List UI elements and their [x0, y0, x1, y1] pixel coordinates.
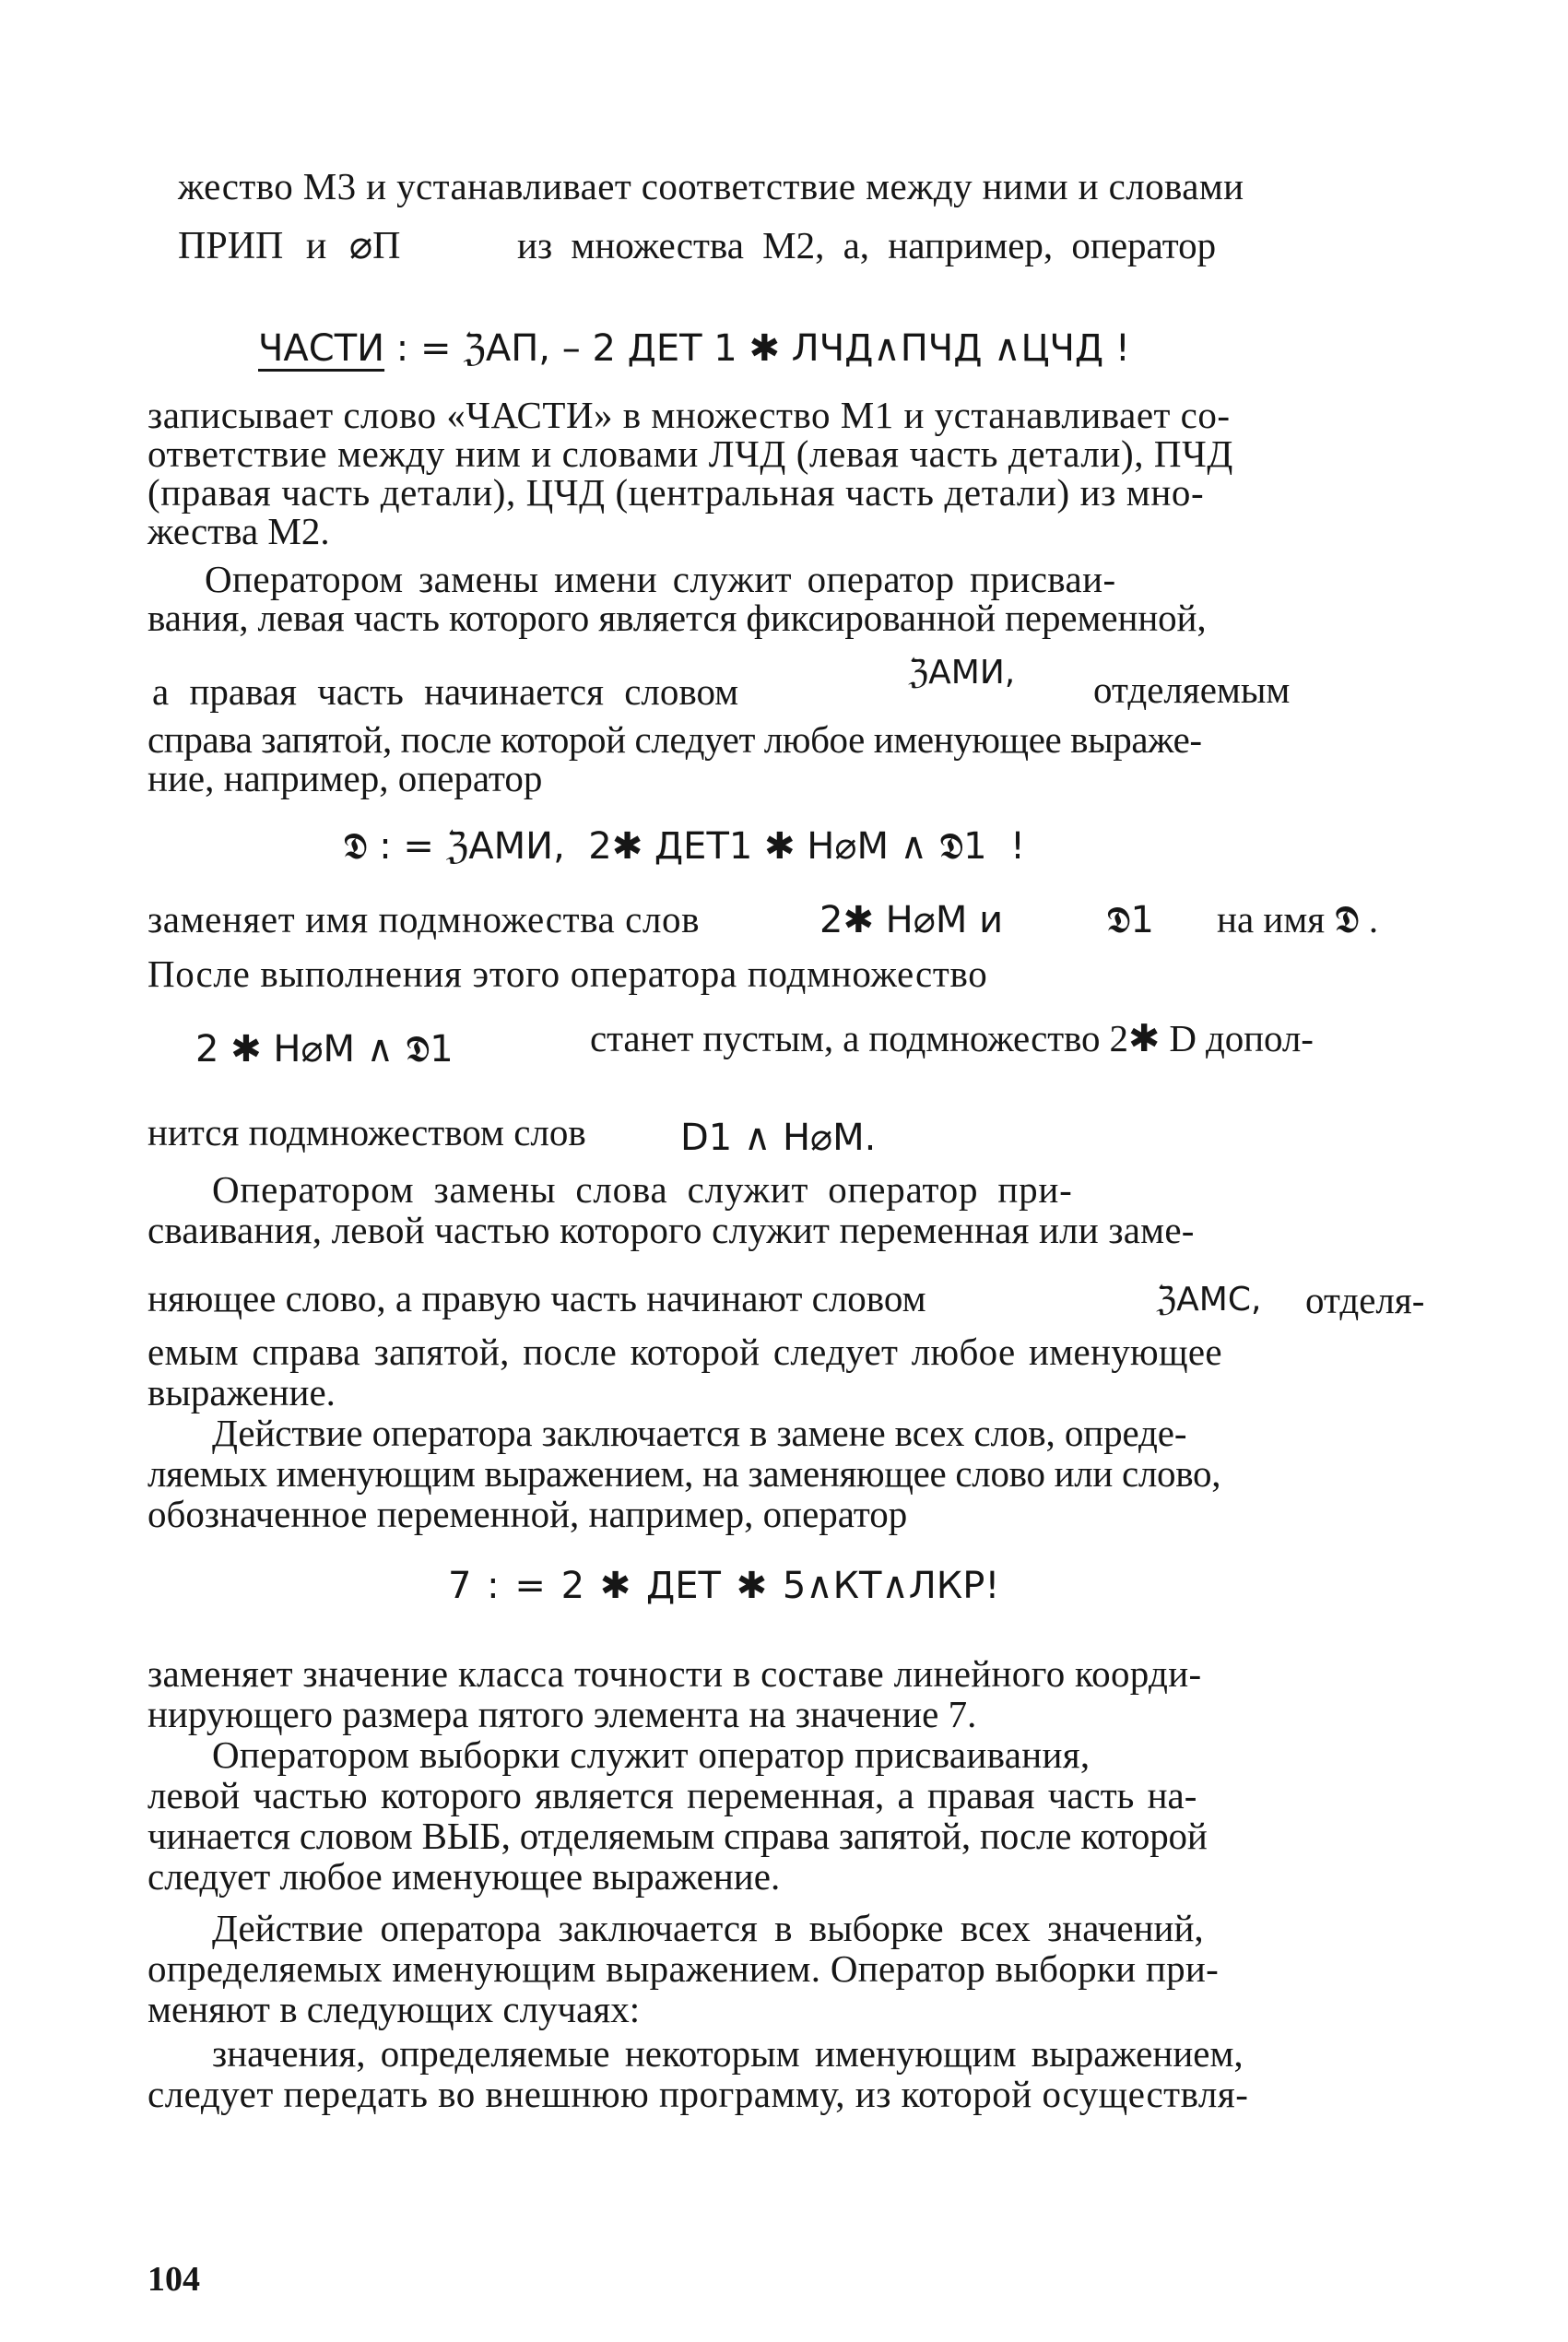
text-line: ляемых именующим выражением, на заменяющее слово или слово, [147, 1452, 1221, 1495]
text-line: обозначенное переменной, например, оператор [147, 1493, 908, 1535]
text-line: емым справа запятой, после которой следует любое именующее [147, 1331, 1222, 1373]
text-line: (правая часть детали), ЦЧД (центральная часть детали) из мно- [147, 471, 1205, 514]
text-line: выражение. [147, 1371, 336, 1413]
text-line: чинается словом ВЫБ, отделяемым справа запятой, после которой [147, 1815, 1208, 1857]
formula-fragment: D1 ∧ Н⌀М. [680, 1117, 877, 1159]
formula-word: ℨАМС, [1156, 1281, 1262, 1319]
formula-fragment: 2 ✱ Н⌀М ∧ 𝕯1 [195, 1028, 454, 1070]
text-line: ПРИП и ⌀П [178, 225, 401, 267]
text-line: Действие оператора заключается в замене всех слов, опреде- [212, 1412, 1187, 1454]
text-line: записывает слово «ЧАСТИ» в множество М1 и устанавливает со- [147, 394, 1231, 436]
text-line: Оператором замены имени служит оператор присваи- [205, 558, 1116, 600]
text-line: а правая часть начинается словом [152, 670, 739, 713]
formula: 𝕯 : = ℨАМИ, 2✱ ДЕТ1 ✱ Н⌀М ∧ 𝕯1 ! [343, 825, 1026, 868]
text-line: определяемых именующим выражением. Оператор выборки при- [147, 1947, 1220, 1990]
text-line: жества М2. [147, 510, 330, 552]
formula-fragment: 2✱ Н⌀М и [819, 899, 1004, 941]
formula: 7 : = 2 ✱ ДЕТ ✱ 5∧КТ∧ЛКР! [448, 1565, 1000, 1607]
formula-parts [258, 327, 1130, 370]
text-line: Действие оператора заключается в выборке всех значений, [212, 1907, 1204, 1949]
text-line: вания, левая часть которого является фиксированной переменной, [147, 597, 1207, 639]
formula-fragment: 𝕯1 [1106, 899, 1154, 941]
text-line: Оператором замены слова служит оператор при- [212, 1168, 1073, 1211]
text-line: После выполнения этого оператора подмножество [147, 952, 988, 995]
text-line: значения, определяемые некоторым именующим выражением, [212, 2032, 1244, 2075]
text-line: нирующего размера пятого элемента на значение 7. [147, 1693, 977, 1735]
text-line: Оператором выборки служит оператор присваивания, [212, 1733, 1091, 1776]
page-number: 104 [147, 2260, 200, 2299]
text-line: заменяет значение класса точности в составе линейного коорди- [147, 1652, 1202, 1695]
text-line: станет пустым, а подмножество 2✱ D допол- [590, 1017, 1314, 1059]
formula-underlined-word: ЧАСТИ [258, 327, 385, 370]
text-line: отделя- [1305, 1279, 1425, 1321]
text-line: следует передать во внешнюю программу, из которой осуществля- [147, 2073, 1249, 2115]
text-line: справа запятой, после которой следует любое именующее выраже- [147, 718, 1202, 761]
text-line: ответствие между ним и словами ЛЧД (левая часть детали), ПЧД [147, 432, 1233, 475]
text-line: левой частью которого является переменная, а правая часть на- [147, 1774, 1197, 1816]
formula-word: ℨАМИ, [908, 654, 1016, 692]
text-line: ние, например, оператор [147, 757, 543, 799]
text-line: няющее слово, а правую часть начинают словом [147, 1277, 926, 1319]
text-line: следует любое именующее выражение. [147, 1855, 781, 1898]
text-line: заменяет имя подмножества слов [147, 898, 701, 940]
text-line: на имя 𝕯 . [1217, 898, 1379, 940]
text-line: отделяемым [1093, 668, 1291, 711]
text-line: нится подмножеством слов [147, 1111, 586, 1153]
text-line: из множества М2, а, например, оператор [517, 224, 1217, 266]
text-line: сваивания, левой частью которого служит переменная или заме- [147, 1209, 1195, 1251]
text-line: меняют в следующих случаях: [147, 1988, 641, 2030]
text-line: жество М3 и устанавливает соответствие между ними и словами [178, 165, 1244, 207]
formula-rest: : = ℨАП, – 2 ДЕТ 1 ✱ ЛЧД∧ПЧД ∧ЦЧД ! [384, 327, 1130, 370]
